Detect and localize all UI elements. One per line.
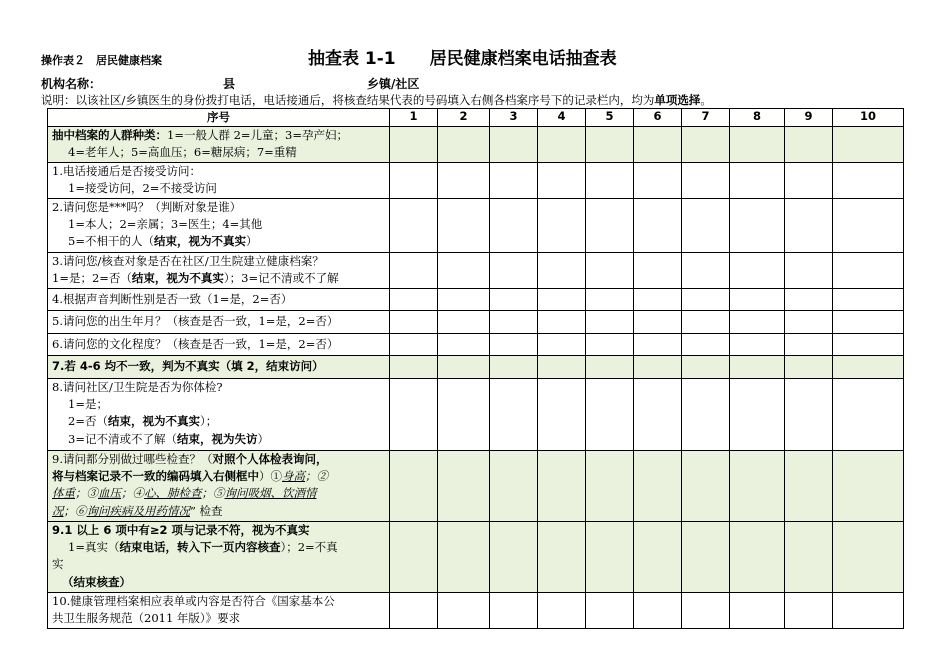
row-text: 1=接受访问，2=不接受访问 — [68, 181, 217, 196]
answer-cell[interactable] — [833, 593, 904, 629]
row-text: 1=是；2=否（ — [52, 271, 132, 286]
question-6 — [48, 334, 390, 356]
answer-cell[interactable] — [730, 311, 785, 334]
serial-header: 序号 — [48, 109, 390, 127]
answer-cell[interactable] — [538, 127, 586, 163]
table-row — [48, 379, 904, 451]
row-text: ；⑥ — [63, 503, 87, 518]
answer-cell[interactable] — [438, 334, 490, 356]
answer-cell[interactable] — [438, 253, 490, 289]
answer-cell[interactable] — [730, 356, 785, 379]
row-text: ；② — [305, 469, 328, 484]
row-text: 1=是； — [68, 397, 108, 412]
answer-cell[interactable] — [390, 199, 438, 253]
row-text: 2=否（ — [68, 414, 108, 429]
answer-cell[interactable] — [634, 163, 682, 199]
answer-cell[interactable] — [785, 289, 833, 311]
row-text: 1=真实（ — [68, 540, 120, 555]
table-row — [48, 199, 904, 253]
answer-cell[interactable] — [390, 127, 438, 163]
answer-cell[interactable] — [538, 593, 586, 629]
col-header-1: 1 — [390, 109, 438, 127]
answer-cell[interactable] — [438, 311, 490, 334]
answer-cell[interactable] — [538, 451, 586, 522]
answer-cell[interactable] — [730, 334, 785, 356]
row-text: 况 — [52, 503, 64, 518]
instruction-note — [41, 92, 712, 108]
answer-cell[interactable] — [682, 199, 730, 253]
answer-cell[interactable] — [490, 593, 538, 629]
answer-cell[interactable] — [682, 522, 730, 593]
answer-cell[interactable] — [634, 253, 682, 289]
answer-cell[interactable] — [586, 311, 634, 334]
table-row — [48, 451, 904, 522]
answer-cell[interactable] — [785, 451, 833, 522]
county-label: 县 — [223, 77, 236, 91]
answer-cell[interactable] — [634, 199, 682, 253]
row-text: 身高 — [282, 469, 305, 484]
answer-cell[interactable] — [438, 356, 490, 379]
page-title: 抽查表 1-1 居民健康档案电话抽查表 — [308, 49, 617, 69]
row-text: 2.请问您是***吗？（判断对象是谁） — [52, 200, 242, 214]
row-text: ；⑤ — [201, 486, 225, 501]
answer-cell[interactable] — [634, 289, 682, 311]
col-header-7: 7 — [682, 109, 730, 127]
answer-cell[interactable] — [490, 253, 538, 289]
answer-cell[interactable] — [586, 253, 634, 289]
answer-cell[interactable] — [586, 334, 634, 356]
row-text: 1=一般人群 2=儿童；3=孕产妇； — [167, 128, 349, 142]
row-text: ）； — [199, 414, 218, 429]
question-9-1 — [48, 522, 390, 593]
question-5 — [48, 311, 390, 334]
question-2 — [48, 199, 390, 253]
row-text: 询问疾病及用药情况 — [86, 503, 190, 518]
row-text: 1.电话接通后是否接受访问： — [52, 164, 201, 178]
org-name-label: 机构名称： — [41, 77, 102, 91]
note-prefix: 说明：以该社区/乡镇医生的身份拨打电话，电话接通后，将核查结果代表的号码填入右侧各档案序号下的记录栏内，均为 — [41, 93, 655, 107]
answer-cell[interactable] — [438, 379, 490, 451]
row-text: 将与档案记录不一致的编码填入右侧框中 — [52, 469, 259, 484]
answer-cell[interactable] — [538, 379, 586, 451]
col-header-10: 10 — [833, 109, 904, 127]
answer-cell[interactable] — [730, 127, 785, 163]
answer-cell[interactable] — [390, 379, 438, 451]
answer-cell[interactable] — [682, 289, 730, 311]
table-row — [48, 334, 904, 356]
answer-cell[interactable] — [390, 593, 438, 629]
row-text: 7.若 4-6 均不一致，判为不真实（填 2，结束访问） — [52, 359, 324, 374]
answer-cell[interactable] — [785, 163, 833, 199]
answer-cell[interactable] — [833, 253, 904, 289]
answer-cell[interactable] — [634, 593, 682, 629]
answer-cell[interactable] — [438, 163, 490, 199]
answer-cell[interactable] — [730, 593, 785, 629]
answer-cell[interactable] — [438, 127, 490, 163]
row-text: 对照个人体检表询问， — [212, 452, 328, 466]
answer-cell[interactable] — [730, 522, 785, 593]
note-suffix: 。 — [700, 93, 712, 107]
row-text: 4.根据声音判断性别是否一致（1=是，2=否） — [52, 291, 293, 306]
answer-cell[interactable] — [438, 593, 490, 629]
answer-cell[interactable] — [538, 163, 586, 199]
row-text: 9.1 以上 6 项中有≥2 项与记录不符，视为不真实 — [52, 523, 310, 537]
row-text: 6.请问您的文化程度？（核查是否一致，1=是，2=否） — [52, 336, 339, 351]
answer-cell[interactable] — [682, 334, 730, 356]
answer-cell[interactable] — [490, 356, 538, 379]
answer-cell[interactable] — [833, 163, 904, 199]
row-text: 心、肺检查 — [144, 486, 202, 501]
answer-cell[interactable] — [785, 379, 833, 451]
row-text: 结束，视为不真实 — [131, 271, 224, 286]
row-text: ；③ — [75, 486, 98, 501]
answer-cell[interactable] — [833, 334, 904, 356]
answer-cell[interactable] — [390, 163, 438, 199]
answer-cell[interactable] — [833, 356, 904, 379]
answer-cell[interactable] — [438, 289, 490, 311]
answer-cell[interactable] — [490, 522, 538, 593]
answer-cell[interactable] — [538, 356, 586, 379]
table-row — [48, 289, 904, 311]
row-text: （结束核查） — [62, 574, 131, 589]
row-text: 结束电话，转入下一页内容核查 — [119, 540, 281, 555]
answer-cell[interactable] — [586, 163, 634, 199]
question-4 — [48, 289, 390, 311]
answer-cell[interactable] — [438, 522, 490, 593]
col-header-2: 2 — [438, 109, 490, 127]
answer-cell[interactable] — [785, 334, 833, 356]
question-population-type — [48, 127, 390, 163]
answer-cell[interactable] — [833, 199, 904, 253]
answer-cell[interactable] — [833, 289, 904, 311]
row-text: ；④ — [121, 486, 144, 501]
row-text: 4=老年人；5=高血压；6=糖尿病；7=重精 — [68, 145, 297, 160]
answer-cell[interactable] — [730, 289, 785, 311]
answer-cell[interactable] — [634, 522, 682, 593]
answer-cell[interactable] — [730, 379, 785, 451]
answer-cell[interactable] — [490, 451, 538, 522]
answer-cell[interactable] — [586, 289, 634, 311]
answer-cell[interactable] — [785, 127, 833, 163]
col-header-4: 4 — [538, 109, 586, 127]
answer-cell[interactable] — [390, 289, 438, 311]
question-3 — [48, 253, 390, 289]
answer-cell[interactable] — [682, 356, 730, 379]
answer-cell[interactable] — [538, 522, 586, 593]
table-row — [48, 356, 904, 379]
table-row — [48, 522, 904, 593]
header-row — [48, 109, 904, 127]
answer-cell[interactable] — [634, 356, 682, 379]
row-text: 1=本人；2=亲属；3=医生；4=其他 — [68, 217, 263, 232]
answer-cell[interactable] — [490, 199, 538, 253]
answer-cell[interactable] — [730, 451, 785, 522]
answer-cell[interactable] — [634, 311, 682, 334]
row-text: ） — [245, 234, 258, 249]
row-text: 9.请问都分别做过哪些检查？（ — [52, 452, 213, 466]
note-bold: 单项选择 — [654, 93, 701, 107]
row-text: 3=记不清或不了解（ — [68, 431, 177, 446]
answer-cell[interactable] — [586, 127, 634, 163]
answer-cell[interactable] — [490, 379, 538, 451]
town-label: 乡镇/社区 — [367, 77, 420, 91]
row-text: 5.请问您的出生年月？（核查是否一致，1=是，2=否） — [52, 314, 339, 329]
col-header-9: 9 — [785, 109, 833, 127]
question-1 — [48, 163, 390, 199]
row-text: 5=不相干的人（ — [68, 234, 154, 249]
question-10 — [48, 593, 390, 629]
answer-cell[interactable] — [390, 356, 438, 379]
answer-cell[interactable] — [390, 334, 438, 356]
answer-cell[interactable] — [833, 522, 904, 593]
row-text: 结束，视为失访 — [176, 431, 258, 446]
row-text: 体重 — [52, 486, 75, 501]
answer-cell[interactable] — [682, 451, 730, 522]
answer-cell[interactable] — [586, 379, 634, 451]
table-row — [48, 253, 904, 289]
answer-cell[interactable] — [390, 451, 438, 522]
table-row — [48, 163, 904, 199]
answer-cell[interactable] — [490, 334, 538, 356]
answer-cell[interactable] — [390, 253, 438, 289]
col-header-8: 8 — [730, 109, 785, 127]
answer-cell[interactable] — [682, 163, 730, 199]
question-8 — [48, 379, 390, 451]
row-text: ” 检查 — [190, 503, 223, 518]
answer-cell[interactable] — [438, 199, 490, 253]
answer-cell[interactable] — [634, 451, 682, 522]
row-text: ）① — [259, 469, 282, 484]
answer-cell[interactable] — [538, 311, 586, 334]
answer-cell[interactable] — [682, 253, 730, 289]
answer-cell[interactable] — [833, 311, 904, 334]
answer-cell[interactable] — [730, 199, 785, 253]
answer-cell[interactable] — [682, 593, 730, 629]
row-text: 10.健康管理档案相应表单或内容是否符合《国家基本公 — [52, 594, 335, 608]
answer-cell[interactable] — [785, 311, 833, 334]
table-row — [48, 127, 904, 163]
answer-cell[interactable] — [634, 379, 682, 451]
answer-cell[interactable] — [634, 127, 682, 163]
answer-cell[interactable] — [785, 253, 833, 289]
answer-cell[interactable] — [833, 451, 904, 522]
col-header-6: 6 — [634, 109, 682, 127]
answer-cell[interactable] — [785, 593, 833, 629]
answer-cell[interactable] — [390, 522, 438, 593]
row-text: 血压 — [98, 486, 121, 501]
row-text: 实 — [52, 557, 64, 572]
table-row — [48, 593, 904, 629]
answer-cell[interactable] — [682, 379, 730, 451]
answer-cell[interactable] — [538, 334, 586, 356]
operation-label: 操作表２ 居民健康档案 — [41, 54, 162, 67]
answer-cell[interactable] — [586, 451, 634, 522]
answer-cell[interactable] — [586, 593, 634, 629]
answer-cell[interactable] — [538, 253, 586, 289]
row-text: 3.请问您/核查对象是否在社区/卫生院建立健康档案？ — [52, 254, 324, 268]
answer-cell[interactable] — [538, 199, 586, 253]
row-text: 结束，视为不真实 — [107, 414, 200, 429]
row-text: 结束，视为不真实 — [153, 234, 246, 249]
answer-cell[interactable] — [682, 127, 730, 163]
col-header-3: 3 — [490, 109, 538, 127]
answer-cell[interactable] — [833, 127, 904, 163]
answer-cell[interactable] — [682, 311, 730, 334]
answer-cell[interactable] — [785, 199, 833, 253]
check-table — [47, 108, 904, 629]
answer-cell[interactable] — [586, 356, 634, 379]
answer-cell[interactable] — [586, 199, 634, 253]
answer-cell[interactable] — [490, 163, 538, 199]
answer-cell[interactable] — [785, 522, 833, 593]
answer-cell[interactable] — [438, 451, 490, 522]
answer-cell[interactable] — [730, 253, 785, 289]
row-text: 8.请问社区/卫生院是否为你体检? — [52, 380, 223, 394]
row-text: ）；3=记不清或不了解 — [223, 271, 339, 286]
answer-cell[interactable] — [586, 522, 634, 593]
row-text: 共卫生服务规范（2011 年版）》要求 — [52, 611, 241, 626]
row-text: ） — [257, 431, 269, 446]
answer-cell[interactable] — [490, 127, 538, 163]
answer-cell[interactable] — [490, 289, 538, 311]
answer-cell[interactable] — [730, 163, 785, 199]
answer-cell[interactable] — [634, 334, 682, 356]
col-header-5: 5 — [586, 109, 634, 127]
answer-cell[interactable] — [538, 289, 586, 311]
answer-cell[interactable] — [390, 311, 438, 334]
row-text: 询问吸烟、饮酒情 — [224, 486, 317, 501]
answer-cell[interactable] — [833, 379, 904, 451]
row-text: ）；2=不真 — [280, 540, 338, 555]
row-text: 抽中档案的人群种类： — [52, 128, 167, 142]
answer-cell[interactable] — [490, 311, 538, 334]
question-7 — [48, 356, 390, 379]
answer-cell[interactable] — [785, 356, 833, 379]
question-9 — [48, 451, 390, 522]
table-row — [48, 311, 904, 334]
